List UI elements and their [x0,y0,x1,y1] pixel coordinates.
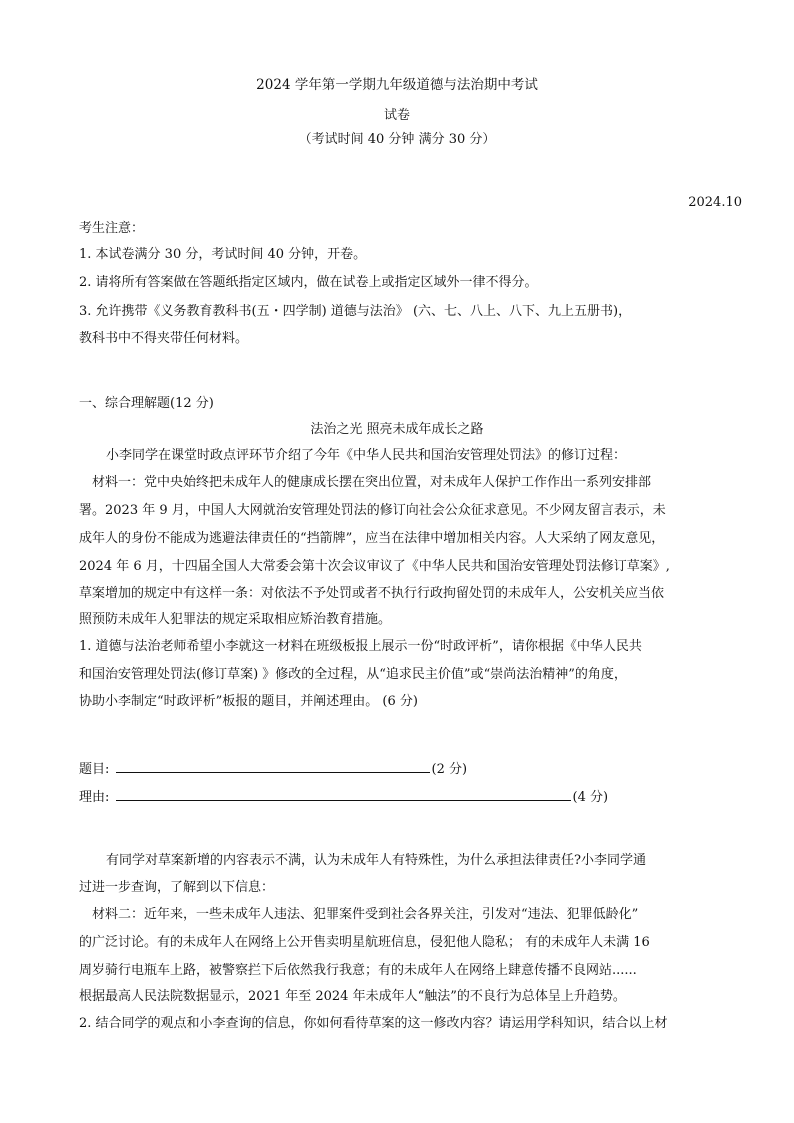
section-intro: 小李同学在课堂时政点评环节介绍了今年《中华人民共和国治安管理处罚法》的修订过程： [106,448,627,463]
answer-title-blank[interactable] [116,759,430,773]
section-heading: 一、综合理解题(12 分) [79,396,214,411]
question1-line: 1. 道德与法治老师希望小李就这一材料在班级板报上展示一份“时政评析”，请你根据《中华人民共 [79,639,642,654]
question1-line: 协助小李制定“时政评析”板报的题目，并阐述理由。 (6 分) [79,694,418,709]
answer-reason-score: (4 分) [572,790,609,805]
material2-line: 材料二：近年来，一些未成年人违法、犯罪案件受到社会各界关注，引发对“违法、犯罪低龄化” [92,907,639,922]
material1-line: 材料一：党中央始终把未成年人的健康成长摆在突出位置，对未成年人保护工作作出一系列安排部 [92,475,652,490]
exam-info: （考试时间 40 分钟 满分 30 分） [298,132,496,147]
notice-item-2: 2. 请将所有答案做在答题纸指定区域内，做在试卷上或指定区域外一律不得分。 [79,275,538,290]
notice-item-3-cont: 教科书中不得夹带任何材料。 [79,331,249,346]
answer-title-row [79,759,467,779]
answer-reason-row [79,787,608,807]
transition-line: 过进一步查询，了解到以下信息： [79,880,275,895]
material1-line: 照预防未成年人犯罪法的规定采取相应矫治教育措施。 [79,612,392,627]
material2-line: 的广泛讨论。有的未成年人在网络上公开售卖明星航班信息，侵犯他人隐私； 有的未成年人未满 16 [79,935,650,950]
material1-line: 署。2023 年 9 月，中国人大网就治安管理处罚法的修订向社会公众征求意见。不少网友留言表示，未 [79,503,666,518]
exam-title: 2024 学年第一学期九年级道德与法治期中考试 [256,77,538,93]
material2-line: 周岁骑行电瓶车上路，被警察拦下后依然我行我意；有的未成年人在网络上肆意传播不良网站...... [79,963,637,978]
answer-title-label: 题目: [79,762,110,777]
material1-line: 2024 年 6 月，十四届全国人大常委会第十次会议审议了《中华人民共和国治安管理处罚法修订草案》, [79,559,670,574]
material2-line: 根据最高人民法院数据显示，2021 年至 2024 年未成年人“触法”的不良行为总体呈上升趋势。 [79,989,626,1004]
exam-date: 2024.10 [688,195,742,210]
notice-item-1: 1. 本试卷满分 30 分，考试时间 40 分钟，开卷。 [79,247,367,262]
answer-reason-label: 理由: [79,790,110,805]
answer-reason-blank[interactable] [116,787,571,801]
material1-line: 成年人的身份不能成为逃避法律责任的“挡箭牌”，应当在法律中增加相关内容。人大采纳了网友意见， [79,531,665,546]
exam-subtitle: 试卷 [383,108,410,123]
answer-title-score: (2 分) [431,762,468,777]
transition-line: 有同学对草案新增的内容表示不满，认为未成年人有特殊性，为什么承担法律责任?小李同学通 [106,853,646,868]
section-subtitle: 法治之光 照亮未成年成长之路 [310,422,484,437]
notice-item-3: 3. 允许携带《义务教育教科书(五・四学制) 道德与法治》 (六、七、八上、八下、九上五册书)， [79,304,632,319]
material1-line: 草案增加的规定中有这样一条：对依法不予处罚或者不执行行政拘留处罚的未成年人，公安机关应当依 [79,586,665,601]
question2-line: 2. 结合同学的观点和小李查询的信息，你如何看待草案的这一修改内容？请运用学科知识，结合以上材 [79,1016,668,1031]
notice-heading: 考生注意： [79,221,145,236]
question1-line: 和国治安管理处罚法(修订草案) 》修改的全过程，从“追求民主价值”或“崇尚法治精神”的角度， [79,667,627,682]
